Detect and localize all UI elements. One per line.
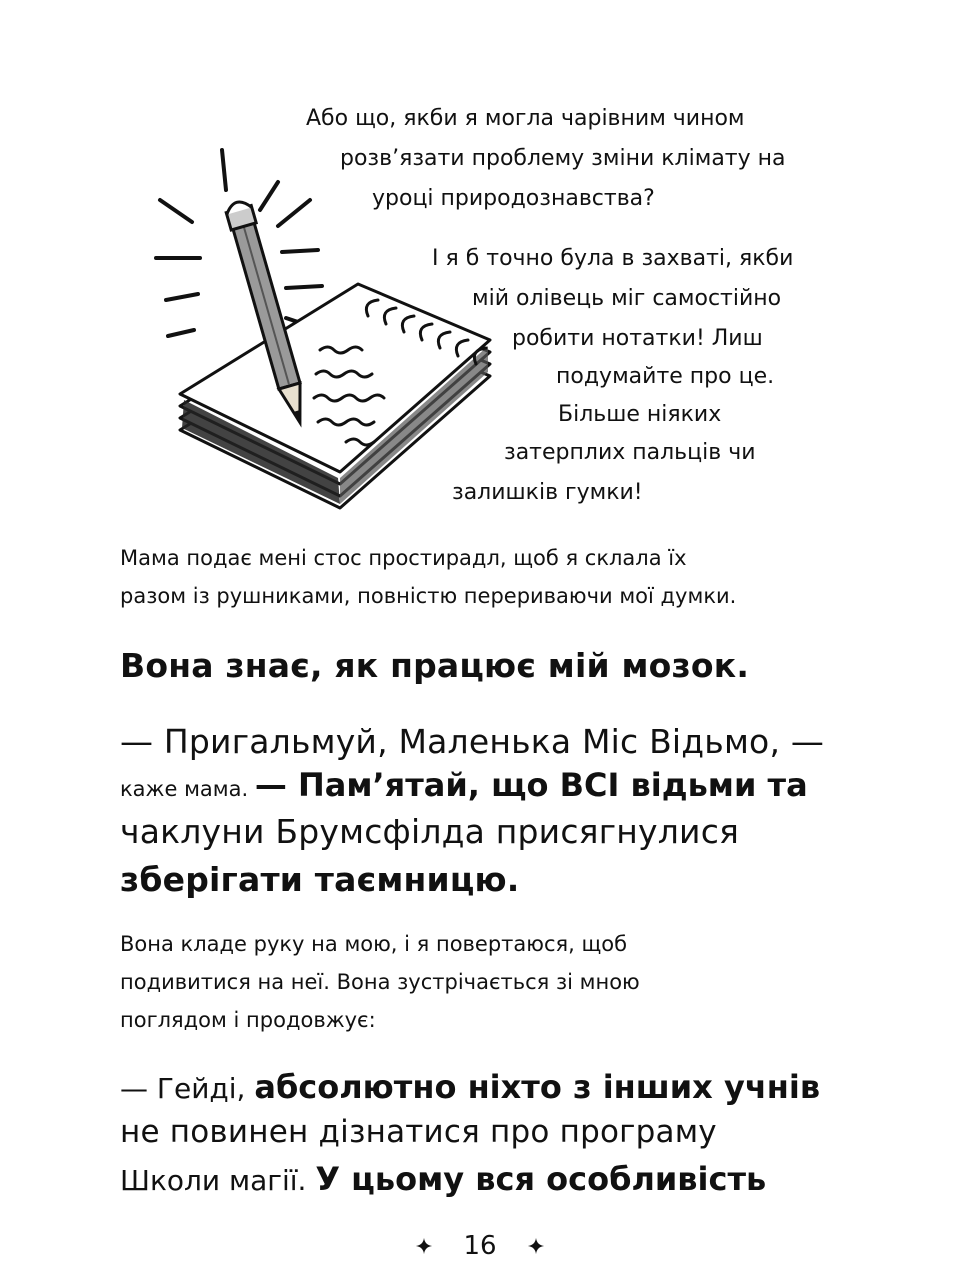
intro-line-1: Або що, якби я могла чарівним чином [306, 106, 745, 131]
intro-line-10: залишків гумки! [452, 480, 643, 505]
quote2-line-1 [120, 1068, 820, 1106]
paragraph-line: подивитися на неї. Вона зустрічається зі мною [120, 970, 640, 994]
intro-line-6: робити нотатки! Лиш [512, 326, 763, 351]
speaker-tag: каже мама. [120, 777, 255, 801]
quote-line-2 [120, 766, 808, 804]
sparkle-icon [527, 1237, 545, 1255]
paragraph-line: Мама подає мені стос простирадл, щоб я склала їх [120, 546, 687, 570]
quote-text: — Гейді, [120, 1072, 255, 1105]
headline: Вона знає, як працює мій мозок. [120, 646, 750, 685]
paragraph-line: поглядом і продовжує: [120, 1008, 376, 1032]
quote-line-1: — Пригальмуй, Маленька Міс Відьмо, — [120, 722, 825, 761]
quote-text: абсолютно ніхто з інших учнів [254, 1068, 821, 1106]
quote2-line-2: не повинен дізнатися про програму [120, 1114, 717, 1150]
quote-line-4: зберігати таємницю. [120, 860, 520, 899]
quote-line-3: чаклуни Брумсфілда присягнулися [120, 812, 740, 851]
sparkle-icon [415, 1237, 433, 1255]
quote2-line-3 [120, 1160, 766, 1198]
intro-line-9: затерплих пальців чи [504, 440, 756, 465]
page-footer [0, 1230, 960, 1261]
intro-line-5: мій олівець міг самостійно [472, 286, 782, 311]
intro-line-7: подумайте про це. [556, 364, 775, 389]
intro-line-4: І я б точно була в захваті, якби [432, 246, 794, 271]
intro-line-2: розв’язати проблему зміни клімату на [340, 146, 786, 171]
quote-text: Школи магії. [120, 1164, 316, 1197]
intro-line-3: уроці природознавства? [372, 186, 655, 211]
quote-text: У цьому вся особливість [315, 1160, 767, 1198]
paragraph-line: разом із рушниками, повністю перериваючи мої думки. [120, 584, 737, 608]
intro-line-8: Більше ніяких [558, 402, 722, 427]
page-number: 16 [463, 1230, 497, 1261]
quote-text: — Пам’ятай, що ВСІ відьми та [254, 766, 808, 804]
paragraph-line: Вона кладе руку на мою, і я повертаюся, щоб [120, 932, 628, 956]
